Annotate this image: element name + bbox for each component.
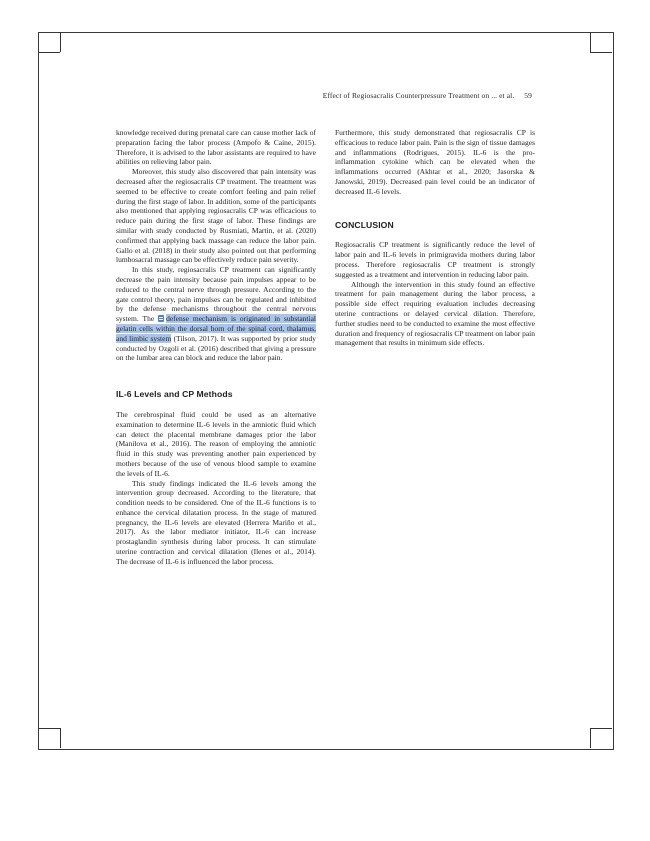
paragraph[interactable]: The cerebrospinal fluid could be used as an alternative examination to determine IL-6 levels in the amniotic fluid which can detect the placental membrane damages prior the labor (Manilova et al., 2016). The reason of employing the amniotic fluid in this study was preventing another pain experienced by mothers because of the use of venous blood sample to examine the levels of IL-6. <box>116 409 316 478</box>
running-header <box>300 91 532 100</box>
paragraph[interactable]: Regiosacralis CP treatment is significantly reduce the level of labor pain and IL-6 levels in primigravida mothers during labor process. Therefore regiosacralis CP treatment is strongly suggested as a treatment and intervention in reducing labor pain. <box>335 240 535 279</box>
page-number: 59 <box>524 91 532 100</box>
paragraph[interactable]: Furthermore, this study demonstrated that regiosacralis CP is efficacious to reduce labor pain. Pain is the sign of tissue damages and inflammations (Rodrigues, 2015). IL-6 is the pro-inflammation cytokine which can be elevated when the inflammations occurred (Akhtar et al., 2020; Jasorska & Janowski, 2019). Decreased pain level could be an indicator of decreased IL-6 levels. <box>335 128 535 196</box>
crop-mark-top-right-v <box>590 32 591 52</box>
section-heading: IL-6 Levels and CP Methods <box>116 389 233 400</box>
left-column <box>116 128 316 567</box>
paragraph-text: (Tilson, 2017). It was supported by prior study conducted by Ozgoli et al. (2016) described that giving a pressure on the lumbar area can block and reduce the labor pain. <box>116 333 317 363</box>
section-heading: CONCLUSION <box>335 219 394 230</box>
right-column <box>335 128 535 348</box>
highlighted-text[interactable]: defense mechanism is originated in substantial gelatin cells within the dorsal horn of the spinal cord, thalamus, and limbic system <box>116 314 317 343</box>
paragraph[interactable] <box>116 265 316 363</box>
paragraph[interactable]: knowledge received during prenatal care can cause mother lack of preparation facing the labor process (Ampofo & Caine, 2015). Therefore, it is advised to the labor assistants are required to have abilities on relieving labor pain. <box>116 128 316 167</box>
running-title: Effect of Regiosacralis Counterpressure Treatment on ... et al. <box>322 91 515 100</box>
crop-mark-bottom-left-v <box>60 728 61 748</box>
crop-mark-bottom-left-h <box>38 728 60 729</box>
paragraph[interactable]: Although the intervention in this study found an effective treatment for pain management during the labor process, a possible side effect requiring evaluation includes decreasing uterine contractions or delayed cervical dilation. Therefore, further studies need to be conducted to examine the most effective duration and frequency of regiosacralis CP treatment on labor pain management that results in minimum side effects. <box>335 279 535 348</box>
crop-mark-top-left-v <box>60 32 61 52</box>
crop-mark-top-right-h <box>590 52 612 53</box>
crop-mark-top-left-h <box>38 52 60 53</box>
crop-mark-bottom-right-v <box>590 728 591 748</box>
paragraph[interactable]: Moreover, this study also discovered that pain intensity was decreased after the regiosacralis CP treatment. The treatment was seemed to be effective to create comfort feeling and pain relief during the first stage of labor. In addition, some of the participants also mentioned that applying regiosacralis CP was efficacious to reduce pain during the first stage of labor. These findings are similar with study conducted by Rusmiati, Martin, et al. (2020) confirmed that applying back massage can reduce the labor pain. Gallo et al. (2018) in their study also pointed out that performing lumbosacral massage can be effectively reduce pain severity. <box>116 167 316 265</box>
paragraph[interactable]: This study findings indicated the IL-6 levels among the intervention group decreased. According to the literature, that condition needs to be considered. One of the IL-6 functions is to enhance the cervical dilatation process. In the stage of matured pregnancy, the IL-6 levels are elevated (Herrera Mariño et al., 2017). As the labor mediator initiator, IL-6 can increase prostaglandin synthesis during labor process. It can stimulate uterine contraction and cervical dilatation (Ilenes et al., 2014). The decrease of IL-6 is influenced the labor process. <box>116 478 316 566</box>
paragraph-text: In this study, regiosacralis CP treatment can significantly decrease the pain intensity because pain impulses appear to be reduced to the central nerve through pressure. According to the gate control theory, pain impulses can be regulated and inhibited by the defense mechanisms throughout the central nervous system. The <box>116 265 316 324</box>
crop-mark-bottom-right-h <box>590 728 612 729</box>
comment-note-icon[interactable] <box>158 315 164 322</box>
